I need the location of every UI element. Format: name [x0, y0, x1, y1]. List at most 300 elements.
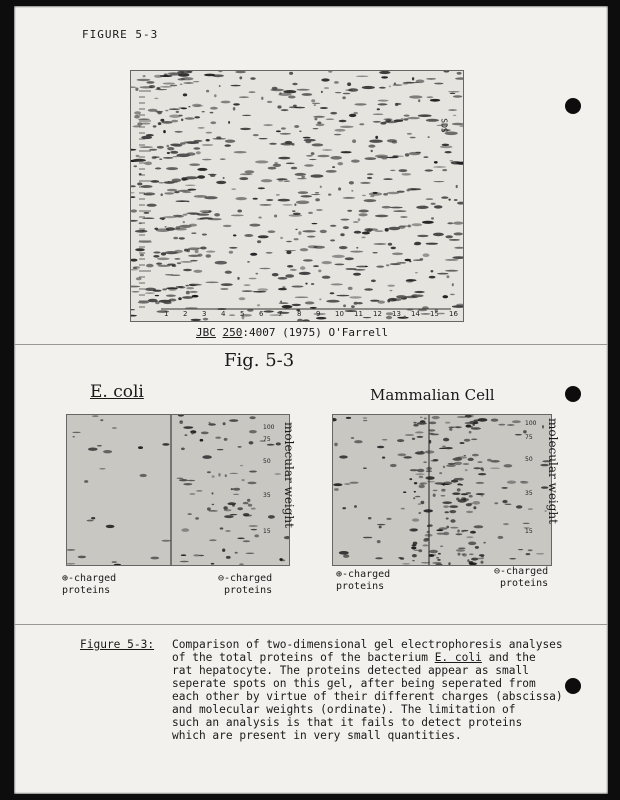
gel-spot	[332, 255, 345, 258]
gel-spot	[257, 304, 260, 306]
gel-spot	[347, 82, 351, 86]
gel-spot	[426, 243, 438, 245]
gel-spot	[396, 295, 406, 298]
gel-spot	[351, 160, 360, 163]
gel-spot	[463, 463, 469, 465]
gel-spot	[174, 250, 183, 253]
gel-spot	[153, 255, 159, 258]
gel-spot	[163, 157, 174, 158]
gel-spot	[378, 103, 388, 105]
gel-spot	[457, 529, 460, 532]
gel-spot	[249, 224, 260, 227]
gel-spot	[132, 159, 146, 162]
caption-line-1: Comparison of two-dimensional gel electrophoresis analyses	[172, 638, 563, 651]
gel-spot	[523, 430, 527, 433]
gel-spot	[303, 319, 310, 321]
gel-spot	[291, 167, 297, 170]
gel-spot	[464, 439, 470, 442]
gel-spot	[131, 209, 137, 212]
gel-spot	[210, 121, 216, 124]
gel-spot	[350, 482, 359, 484]
gel-spot	[373, 252, 378, 253]
gel-spot	[272, 87, 278, 90]
gel-spot	[212, 504, 215, 505]
gel-spot	[423, 509, 433, 512]
gel-spot	[299, 272, 311, 275]
gel-spot	[244, 234, 253, 237]
gel-spot	[243, 502, 249, 504]
gel-spot	[138, 119, 150, 120]
gel-spot	[469, 458, 473, 461]
gel-spot	[409, 95, 422, 98]
gel-spot	[402, 563, 410, 565]
x-tick-label: 8	[297, 310, 302, 318]
gel-spot	[431, 460, 439, 462]
gel-spot	[131, 185, 136, 187]
gel-spot	[72, 432, 81, 433]
gel-spot	[257, 288, 268, 291]
gel-spot	[436, 529, 443, 531]
gel-spot	[225, 144, 231, 146]
gel-spot	[370, 195, 374, 197]
gel-spot	[390, 207, 403, 209]
gel-spot	[266, 199, 273, 201]
gel-spot	[336, 295, 349, 297]
gel-spot	[315, 198, 320, 201]
gel-spot	[131, 269, 139, 270]
gel-spot	[475, 546, 479, 549]
gel-spot	[437, 559, 440, 561]
gel-spot	[478, 461, 483, 462]
gel-spot	[397, 439, 404, 442]
gel-spot	[292, 210, 295, 212]
gel-spot	[370, 300, 379, 302]
gel-spot	[202, 234, 207, 236]
x-tick-label: 2	[183, 310, 188, 318]
gel-spot	[295, 173, 307, 176]
gel-spot	[183, 483, 192, 485]
gel-spot	[258, 187, 265, 189]
gel-spot	[282, 204, 292, 205]
gel-spot	[186, 152, 195, 155]
gel-spot	[405, 456, 412, 458]
gel-spot	[361, 237, 365, 239]
gel-spot	[181, 528, 189, 532]
gel-spot	[377, 446, 384, 448]
gel-spot	[307, 236, 315, 238]
gel-spot	[320, 230, 327, 233]
gel-spot	[421, 501, 425, 504]
gel-spot	[353, 269, 365, 271]
gel-spot	[414, 291, 425, 293]
gel-spot	[354, 103, 366, 105]
gel-spot	[313, 116, 325, 118]
gel-spot	[201, 432, 209, 435]
gel-spot	[157, 258, 170, 261]
gel-spot	[154, 98, 158, 99]
gel-spot	[412, 223, 423, 226]
gel-spot	[208, 510, 218, 511]
gel-spot	[360, 182, 371, 184]
gel-spot	[177, 71, 184, 74]
gel-spot	[179, 237, 185, 239]
gel-spot	[414, 242, 421, 246]
gel-spot	[377, 540, 381, 543]
gel-spot	[426, 78, 436, 79]
gel-spot	[362, 86, 375, 89]
gel-spot	[458, 553, 461, 556]
gel-spot	[473, 506, 476, 509]
gel-spot	[454, 426, 460, 428]
gel-spot	[304, 164, 314, 166]
gel-spot	[509, 558, 516, 559]
gel-spot	[212, 475, 215, 478]
gel-spot	[332, 166, 335, 168]
gel-spot	[92, 415, 99, 416]
gel-spot	[206, 139, 210, 141]
gel-spot	[294, 203, 296, 206]
gel-spot	[318, 270, 321, 273]
gel-spot	[233, 494, 239, 495]
gel-spot	[188, 189, 197, 191]
gel-spot	[490, 460, 500, 463]
gel-spot	[371, 150, 373, 152]
mammalian-gel-image	[333, 415, 551, 565]
gel-spot	[200, 217, 213, 219]
gel-spot	[373, 243, 386, 244]
gel-spot	[72, 436, 75, 437]
gel-spot	[397, 191, 405, 193]
gel-spot	[441, 489, 445, 492]
gel-spot	[238, 446, 242, 447]
gel-spot	[141, 123, 151, 125]
gel-spot	[317, 155, 329, 158]
gel-spot	[286, 163, 295, 165]
gel-spot	[289, 72, 293, 75]
gel-spot	[468, 542, 476, 546]
gel-spot	[295, 297, 309, 298]
gel-spot	[353, 221, 359, 223]
mammalian-title: Mammalian Cell	[370, 386, 495, 404]
gel-spot	[208, 423, 216, 425]
gel-spot	[385, 157, 398, 158]
gel-spot	[141, 136, 152, 139]
gel-spot	[433, 181, 444, 182]
gel-spot	[388, 243, 392, 246]
gel-spot	[231, 215, 244, 217]
gel-spot	[149, 85, 155, 88]
gel-spot	[343, 197, 356, 199]
gel-spot	[244, 285, 251, 286]
gel-spot	[280, 237, 283, 239]
gel-spot	[330, 112, 337, 115]
gel-spot	[131, 315, 137, 317]
gel-spot	[466, 511, 473, 513]
gel-spot	[342, 507, 346, 509]
gel-spot	[189, 291, 198, 293]
gel-spot	[409, 528, 417, 531]
gel-spot	[171, 120, 178, 123]
gel-spot	[456, 533, 463, 535]
gel-spot	[507, 481, 516, 484]
gel-spot	[311, 152, 315, 155]
gel-spot	[261, 97, 263, 100]
gel-spot	[268, 230, 276, 233]
gel-spot	[363, 417, 367, 419]
gel-spot	[173, 237, 178, 240]
gel-spot	[292, 143, 295, 146]
gel-spot	[239, 76, 242, 79]
gel-spot	[457, 488, 461, 491]
gel-spot	[434, 83, 443, 85]
gel-spot	[428, 524, 433, 526]
gel-spot	[300, 266, 305, 270]
gel-spot	[339, 246, 348, 249]
gel-spot	[469, 561, 474, 564]
gel-spot	[445, 235, 453, 238]
gel-spot	[285, 274, 294, 277]
gel-spot	[443, 532, 449, 536]
gel-spot	[210, 107, 218, 110]
gel-spot	[450, 160, 454, 161]
gel-spot	[431, 270, 434, 272]
gel-spot	[367, 228, 378, 231]
mw-tick-label: 50	[525, 456, 533, 463]
gel-spot	[280, 559, 286, 561]
gel-spot	[442, 501, 452, 504]
gel-spot	[424, 417, 427, 419]
gel-spot	[465, 469, 468, 471]
gel-spot	[230, 85, 240, 87]
gel-spot	[294, 125, 299, 128]
gel-spot	[235, 552, 238, 554]
gel-spot	[216, 181, 226, 184]
gel-spot	[294, 238, 299, 240]
gel-spot	[413, 422, 417, 424]
gel-spot	[330, 156, 342, 160]
gel-spot	[412, 438, 415, 440]
x-tick-label: 3	[202, 310, 207, 318]
gel-spot	[405, 434, 414, 436]
x-tick-label: 4	[221, 310, 226, 318]
gel-spot	[445, 511, 449, 513]
gel-spot	[225, 530, 231, 531]
gel-spot	[161, 540, 171, 542]
gel-spot	[263, 124, 273, 126]
caption-line-2	[172, 651, 592, 664]
gel-spot	[87, 520, 94, 522]
gel-spot	[356, 247, 358, 249]
gel-spot	[426, 119, 439, 122]
document-page	[14, 6, 608, 794]
gel-spot	[257, 240, 261, 243]
gel-spot	[469, 426, 473, 427]
gel-spot	[192, 104, 202, 107]
gel-spot	[145, 293, 155, 294]
gel-spot	[278, 199, 291, 202]
caption-line-8: which are present in very small quantities.	[172, 729, 462, 742]
gel-spot	[417, 436, 424, 438]
gel-spot	[167, 152, 170, 154]
punch-hole-top	[565, 98, 581, 114]
gel-spot	[452, 305, 463, 308]
gel-spot	[445, 270, 458, 272]
gel-spot	[410, 469, 418, 471]
gel-spot	[414, 482, 417, 484]
gel-spot	[439, 448, 446, 449]
gel-spot	[386, 264, 390, 266]
gel-spot	[169, 108, 180, 110]
gel-spot	[296, 89, 309, 91]
gel-spot	[395, 103, 401, 105]
x-tick-label: 16	[449, 310, 458, 318]
gel-spot	[186, 212, 198, 214]
gel-spot	[487, 459, 492, 462]
gel-spot	[414, 491, 416, 493]
mammalian-positive-label	[336, 569, 390, 593]
gel-spot	[253, 134, 259, 136]
citation-volume: 250	[222, 326, 243, 339]
section-divider-bottom	[14, 624, 608, 625]
gel-spot	[528, 549, 533, 551]
citation-rest: :4007 (1975) O'Farrell	[242, 326, 389, 339]
gel-spot	[259, 268, 270, 269]
gel-spot	[393, 210, 407, 211]
gel-spot	[364, 157, 376, 160]
gel-spot	[452, 283, 454, 286]
figure-label: FIGURE 5-3	[82, 28, 159, 41]
gel-spot	[501, 487, 508, 489]
gel-spot	[420, 451, 423, 454]
gel-spot	[440, 546, 443, 547]
mw-tick-label: 50	[263, 458, 271, 465]
gel-spot	[164, 181, 175, 184]
gel-spot	[450, 519, 455, 523]
gel-spot	[338, 162, 344, 165]
ecoli-negative-label	[218, 573, 272, 597]
gel-spot	[278, 288, 287, 290]
gel-spot	[407, 133, 412, 135]
gel-spot	[494, 502, 498, 504]
gel-spot	[268, 167, 277, 170]
gel-spot	[412, 560, 415, 561]
gel-spot	[365, 266, 368, 267]
gel-spot	[367, 177, 372, 179]
mammalian-positive-label-1: ⊕-charged	[336, 569, 391, 580]
gel-spot	[131, 87, 136, 88]
gel-spot	[443, 505, 449, 508]
gel-spot	[433, 490, 438, 492]
gel-spot	[455, 478, 460, 480]
gel-spot	[491, 419, 499, 422]
gel-spot	[315, 192, 319, 193]
gel-spot	[440, 484, 449, 486]
gel-spot	[178, 73, 190, 76]
gel-spot	[178, 297, 182, 300]
gel-spot	[423, 206, 426, 208]
gel-spot	[470, 531, 476, 534]
gel-spot	[208, 174, 217, 175]
gel-spot	[422, 221, 434, 224]
gel-spot	[410, 137, 416, 139]
caption-line-3: rat hepatocyte. The proteins detected appear as small	[172, 664, 529, 677]
gel-spot	[276, 194, 280, 195]
gel-spot	[233, 234, 236, 236]
gel-spot	[400, 216, 408, 217]
gel-spot	[253, 291, 267, 292]
gel-spot	[278, 277, 288, 280]
gel-spot	[267, 101, 272, 103]
gel-spot	[461, 530, 464, 532]
gel-spot	[335, 264, 345, 266]
gel-spot	[197, 175, 205, 178]
gel-spot	[313, 246, 325, 249]
gel-spot	[449, 428, 452, 431]
x-tick-label: 7	[278, 310, 283, 318]
gel-spot	[450, 93, 456, 94]
gel-spot	[498, 424, 505, 426]
gel-spot	[263, 310, 274, 312]
gel-spot	[186, 287, 194, 289]
mammalian-negative-label	[494, 566, 548, 590]
gel-spot	[112, 427, 117, 429]
gel-spot	[259, 204, 271, 206]
gel-spot	[165, 226, 167, 227]
mw-tick-label: 100	[263, 424, 275, 431]
gel-spot	[313, 128, 319, 129]
gel-spot	[359, 123, 364, 125]
gel-spot	[377, 108, 380, 110]
gel-spot	[178, 415, 184, 417]
gel-spot	[162, 443, 169, 446]
gel-spot	[232, 504, 235, 507]
gel-spot	[279, 302, 289, 303]
gel-spot	[221, 101, 231, 104]
gel-spot	[417, 235, 428, 237]
gel-spot	[363, 420, 367, 421]
gel-spot	[180, 84, 183, 85]
gel-spot	[183, 82, 194, 83]
gel-spot	[220, 527, 224, 529]
mammalian-y-axis-label: molecular weight	[545, 418, 560, 524]
gel-spot	[207, 471, 211, 473]
gel-spot	[335, 92, 342, 93]
gel-spot	[303, 259, 313, 261]
gel-spot	[84, 480, 88, 483]
gel-spot	[138, 241, 152, 243]
gel-spot	[223, 225, 232, 227]
gel-spot	[389, 86, 391, 88]
gel-spot	[474, 525, 484, 528]
gel-spot	[379, 526, 382, 529]
gel-spot	[165, 110, 168, 112]
gel-spot	[418, 99, 420, 102]
gel-spot	[469, 431, 472, 434]
gel-spot	[311, 99, 315, 102]
gel-spot	[308, 212, 313, 214]
gel-spot	[239, 297, 246, 300]
gel-spot	[184, 434, 187, 436]
gel-spot	[242, 290, 253, 292]
gel-spot	[358, 218, 361, 221]
gel-spot	[193, 81, 199, 82]
mammalian-positive-label-2: proteins	[336, 581, 385, 592]
gel-spot	[349, 296, 361, 298]
gel-spot	[445, 422, 450, 424]
gel-spot	[369, 140, 383, 143]
gel-spot	[423, 253, 430, 257]
gel-spot	[214, 213, 220, 216]
